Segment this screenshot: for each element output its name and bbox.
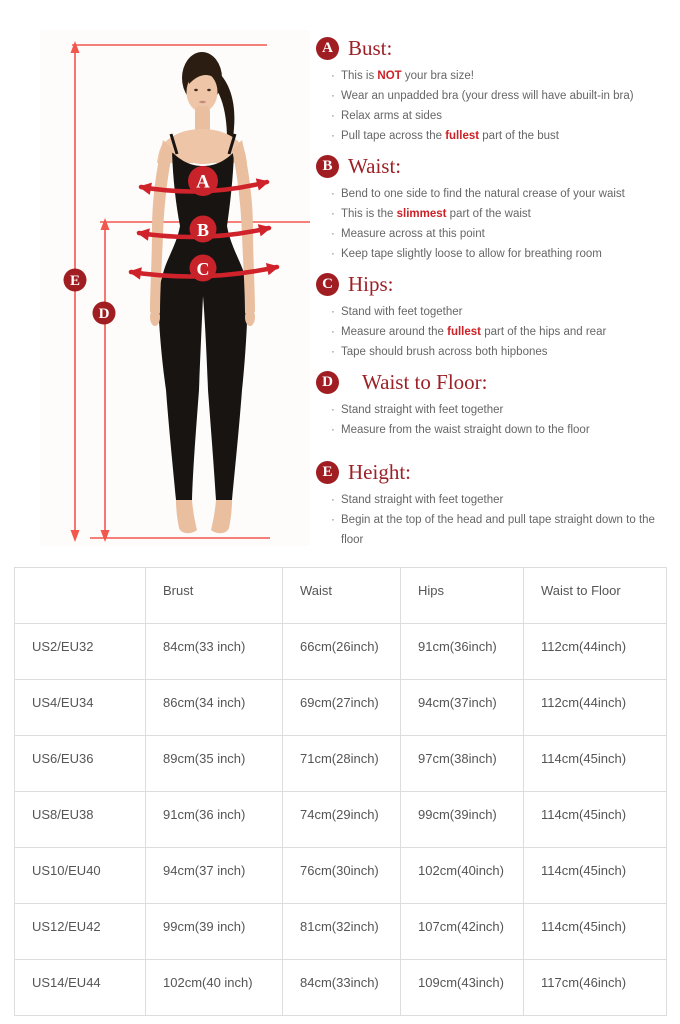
size-table-cell: US10/EU40 xyxy=(15,848,146,904)
size-table-cell: 114cm(45inch) xyxy=(524,792,667,848)
instruction-bullet: · Pull tape across the fullest part of the bust xyxy=(331,130,559,142)
size-table-cell: 112cm(44inch) xyxy=(524,680,667,736)
section-title: Hips: xyxy=(348,272,394,296)
instruction-bullet: · Measure from the waist straight down to the floor xyxy=(331,424,590,436)
size-table-cell: 114cm(45inch) xyxy=(524,904,667,960)
size-table-cell: 94cm(37inch) xyxy=(401,680,524,736)
size-table-cell: 66cm(26inch) xyxy=(283,624,401,680)
section-letter-badge: A xyxy=(316,37,339,60)
size-table-header-cell: Brust xyxy=(146,568,283,624)
instruction-bullet: · Keep tape slightly loose to allow for breathing room xyxy=(331,248,602,260)
size-table-cell: US6/EU36 xyxy=(15,736,146,792)
instruction-bullet: · Begin at the top of the head and pull tape straight down to the floor xyxy=(331,514,655,546)
instruction-bullet: · Stand with feet together xyxy=(331,306,463,318)
table-row xyxy=(15,680,667,736)
section-letter-badge: B xyxy=(316,155,339,178)
size-table-cell: 102cm(40inch) xyxy=(401,848,524,904)
size-table-header-cell: Hips xyxy=(401,568,524,624)
size-chart-table xyxy=(14,567,667,1016)
instruction-bullet: · Relax arms at sides xyxy=(331,110,442,122)
measurement-figure xyxy=(0,0,320,565)
size-table-cell: 99cm(39 inch) xyxy=(146,904,283,960)
table-row xyxy=(15,848,667,904)
size-table-cell: US4/EU34 xyxy=(15,680,146,736)
instruction-bullet: · Stand straight with feet together xyxy=(331,404,504,416)
section-letter-badge: C xyxy=(316,273,339,296)
size-table-cell: US14/EU44 xyxy=(15,960,146,1016)
size-table-cell: 76cm(30inch) xyxy=(283,848,401,904)
size-table-header-cell xyxy=(15,568,146,624)
size-table-cell: 107cm(42inch) xyxy=(401,904,524,960)
measurement-diagram-svg xyxy=(0,0,320,565)
size-table-header-cell: Waist to Floor xyxy=(524,568,667,624)
section-title: Height: xyxy=(348,460,411,484)
instruction-bullet: · Tape should brush across both hipbones xyxy=(331,346,548,358)
table-row xyxy=(15,904,667,960)
size-table-cell: 97cm(38inch) xyxy=(401,736,524,792)
size-table-cell: 84cm(33inch) xyxy=(283,960,401,1016)
size-table-cell: 81cm(32inch) xyxy=(283,904,401,960)
size-table-header-cell: Waist xyxy=(283,568,401,624)
section-letter-badge: E xyxy=(316,461,339,484)
instruction-bullet: · Stand straight with feet together xyxy=(331,494,504,506)
size-table-cell: 89cm(35 inch) xyxy=(146,736,283,792)
size-table-cell: 117cm(46inch) xyxy=(524,960,667,1016)
measurement-instructions xyxy=(316,36,672,558)
instruction-section xyxy=(316,272,672,362)
size-table-header xyxy=(15,568,667,624)
size-table-cell: 102cm(40 inch) xyxy=(146,960,283,1016)
marker-letter-b: B xyxy=(196,220,210,240)
size-table-cell: US8/EU38 xyxy=(15,792,146,848)
size-table-cell: 84cm(33 inch) xyxy=(146,624,283,680)
size-table-cell: 114cm(45inch) xyxy=(524,848,667,904)
size-table-cell: 69cm(27inch) xyxy=(283,680,401,736)
marker-letter-e: E xyxy=(69,273,81,289)
instruction-section xyxy=(316,370,672,440)
instruction-section xyxy=(316,460,672,550)
instruction-bullet: · Measure around the fullest part of the hips and rear xyxy=(331,326,607,338)
table-row xyxy=(15,736,667,792)
size-table-cell: 112cm(44inch) xyxy=(524,624,667,680)
size-table-cell: 94cm(37 inch) xyxy=(146,848,283,904)
size-table-cell: 91cm(36 inch) xyxy=(146,792,283,848)
model-hand-right xyxy=(245,308,255,326)
size-table-cell: US2/EU32 xyxy=(15,624,146,680)
model-hand-left xyxy=(150,308,160,326)
size-table-cell: US12/EU42 xyxy=(15,904,146,960)
instruction-bullet: · Wear an unpadded bra (your dress will have abuilt-in bra) xyxy=(331,90,634,102)
marker-letter-c: C xyxy=(196,259,210,279)
marker-letter-a: A xyxy=(196,171,210,193)
instruction-section xyxy=(316,154,672,264)
instruction-bullet: · Bend to one side to find the natural crease of your waist xyxy=(331,188,625,200)
section-title: Waist to Floor: xyxy=(362,370,488,394)
section-title: Bust: xyxy=(348,36,393,60)
instruction-bullet: · This is NOT your bra size! xyxy=(331,70,474,82)
size-table-body xyxy=(15,624,667,1016)
size-table-cell: 114cm(45inch) xyxy=(524,736,667,792)
instruction-bullet: · This is the slimmest part of the waist xyxy=(331,208,531,220)
size-table-cell: 91cm(36inch) xyxy=(401,624,524,680)
size-table-cell: 86cm(34 inch) xyxy=(146,680,283,736)
section-title: Waist: xyxy=(348,154,402,178)
size-table-cell: 74cm(29inch) xyxy=(283,792,401,848)
size-table-cell: 71cm(28inch) xyxy=(283,736,401,792)
section-letter-badge: D xyxy=(316,371,339,394)
instruction-bullet: · Measure across at this point xyxy=(331,228,485,240)
size-table-cell: 99cm(39inch) xyxy=(401,792,524,848)
table-row xyxy=(15,960,667,1016)
table-row xyxy=(15,792,667,848)
table-row xyxy=(15,624,667,680)
instruction-section xyxy=(316,36,672,146)
marker-letter-d: D xyxy=(98,306,110,322)
size-table-cell: 109cm(43inch) xyxy=(401,960,524,1016)
